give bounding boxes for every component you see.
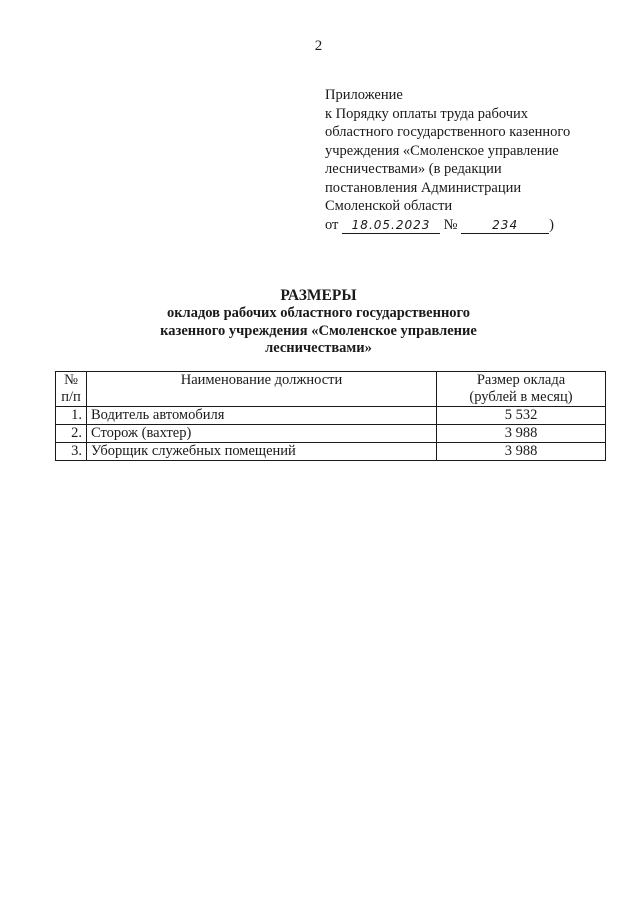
appendix-line: лесничествами» (в редакции — [325, 161, 502, 177]
date-field — [342, 217, 440, 234]
page-number: 2 — [314, 38, 323, 54]
handwritten-date: 18.05.2023 — [351, 217, 431, 232]
from-label: от — [325, 216, 339, 233]
header-pay-line2: (рублей в месяц) — [469, 389, 573, 405]
appendix-note — [325, 86, 615, 234]
row-num: 1. — [56, 407, 87, 425]
appendix-line: учреждения «Смоленское управление — [325, 142, 559, 159]
header-num — [56, 372, 87, 407]
document-title — [0, 287, 637, 358]
appendix-line: Приложение — [325, 87, 403, 103]
title-subtitle-line: казенного учреждения «Смоленское управление — [160, 322, 477, 339]
appendix-line: к Порядку оплаты труда рабочих — [325, 105, 528, 122]
row-salary: 3 988 — [437, 425, 606, 443]
closing-paren: ) — [549, 216, 554, 233]
header-num-line2: п/п — [61, 389, 81, 405]
appendix-line: Смоленской области — [325, 198, 453, 214]
table-row — [56, 425, 606, 443]
table-row — [56, 443, 606, 461]
table-row — [56, 407, 606, 425]
row-position: Уборщик служебных помещений — [87, 443, 437, 461]
row-position: Водитель автомобиля — [87, 407, 437, 425]
header-pay-line1: Размер оклада — [476, 372, 566, 388]
number-label: № — [443, 216, 458, 233]
appendix-line: постановления Администрации — [325, 179, 522, 196]
title-heading: РАЗМЕРЫ — [280, 287, 357, 304]
header-num-line1: № — [64, 372, 78, 388]
handwritten-number: 234 — [492, 217, 519, 232]
row-num: 3. — [56, 443, 87, 461]
row-position: Сторож (вахтер) — [87, 425, 437, 443]
appendix-date-line — [325, 216, 615, 235]
appendix-line: областного государственного казенного — [325, 124, 571, 140]
title-subtitle-line: окладов рабочих областного государственного — [166, 305, 471, 321]
header-pay — [437, 372, 606, 407]
salary-table — [55, 371, 606, 461]
number-field — [461, 217, 549, 234]
row-num: 2. — [56, 425, 87, 443]
row-salary: 5 532 — [437, 407, 606, 425]
table-header-row — [56, 372, 606, 407]
row-salary: 3 988 — [437, 443, 606, 461]
title-subtitle-line: лесничествами» — [265, 340, 372, 356]
header-name: Наименование должности — [87, 372, 437, 407]
